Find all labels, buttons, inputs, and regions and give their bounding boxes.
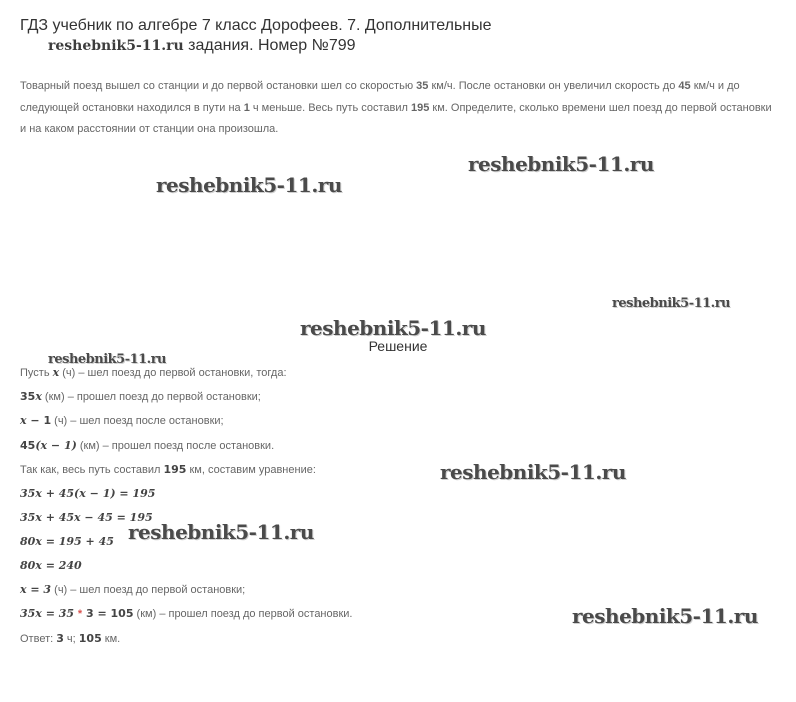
watermark: reshebnik5-11.ru bbox=[156, 173, 342, 197]
math: x bbox=[52, 366, 60, 379]
answer-line bbox=[20, 632, 120, 645]
task-part: ч меньше. Весь путь составил bbox=[249, 101, 411, 114]
solution-line bbox=[20, 607, 352, 620]
math: 1 bbox=[43, 414, 52, 427]
text: (ч) – шел поезд до первой остановки, тогда: bbox=[59, 367, 287, 379]
watermark: reshebnik5-11.ru bbox=[468, 152, 654, 176]
text: км, составим уравнение: bbox=[186, 464, 316, 476]
watermark: reshebnik5-11.ru bbox=[300, 316, 486, 340]
task-text bbox=[20, 76, 780, 141]
task-value: 35 bbox=[416, 80, 429, 92]
math: 195 bbox=[163, 463, 187, 476]
equation-line bbox=[20, 559, 82, 572]
watermark: reshebnik5-11.ru bbox=[48, 352, 167, 367]
task-part: Товарный поезд вышел со станции и до первой остановки шел со скоростью bbox=[20, 80, 417, 92]
text: Пусть bbox=[20, 367, 53, 379]
watermark: reshebnik5-11.ru bbox=[440, 460, 626, 484]
math: 105 bbox=[78, 632, 102, 645]
task-value: 45 bbox=[678, 80, 691, 92]
text: (ч) – шел поезд до первой остановки; bbox=[51, 584, 246, 596]
math: x bbox=[35, 390, 42, 403]
equation-line bbox=[20, 535, 114, 548]
math: 35x + 45(x − 1) = 195 bbox=[20, 487, 156, 500]
text: ч; bbox=[63, 633, 79, 645]
page-title bbox=[20, 16, 580, 56]
text: (ч) – шел поезд после остановки; bbox=[51, 415, 224, 427]
task-part: км/ч и до следующей остановки находился в пути на bbox=[20, 80, 740, 114]
math: (x − 1) bbox=[35, 439, 77, 452]
solution-heading: Решение bbox=[368, 338, 428, 354]
math: 35x + 45x − 45 = 195 bbox=[20, 511, 153, 524]
watermark: reshebnik5-11.ru bbox=[128, 520, 314, 544]
watermark: reshebnik5-11.ru bbox=[612, 296, 731, 311]
math: 3 = 105 bbox=[82, 607, 134, 620]
math: x bbox=[20, 414, 27, 427]
task-part: км/ч. После остановки он увеличил скорость до bbox=[428, 80, 679, 92]
solution-line bbox=[20, 414, 224, 427]
solution-line bbox=[20, 439, 274, 452]
solution-line bbox=[20, 390, 261, 403]
text: (км) – прошел поезд после остановки. bbox=[76, 440, 275, 452]
text: км. bbox=[101, 633, 121, 645]
math: 35 bbox=[20, 390, 36, 403]
math: 80x = 195 + 45 bbox=[20, 535, 114, 548]
math: * bbox=[77, 608, 83, 620]
math: 3 bbox=[56, 632, 64, 645]
math: − bbox=[26, 414, 44, 427]
math: 45 bbox=[20, 439, 36, 452]
math: x = 3 bbox=[20, 583, 52, 596]
text: Так как, весь путь составил bbox=[20, 464, 164, 476]
text: Ответ: bbox=[20, 633, 57, 645]
task-value: 195 bbox=[410, 101, 430, 114]
title-line1: ГДЗ учебник по алгебре 7 класс Дорофеев. 7. Дополнительные bbox=[20, 17, 492, 34]
math: 80x = 240 bbox=[20, 559, 82, 572]
solution-line bbox=[20, 366, 287, 379]
title-watermark: reshebnik5-11.ru bbox=[48, 38, 184, 54]
text: (км) – прошел поезд до первой остановки; bbox=[41, 391, 261, 403]
solution-line bbox=[20, 583, 245, 596]
equation-line bbox=[20, 487, 155, 500]
task-value: 1 bbox=[243, 101, 250, 114]
title-line2: задания. Номер №799 bbox=[188, 37, 356, 54]
text: (км) – прошел поезд до первой остановки. bbox=[133, 608, 353, 620]
solution-line bbox=[20, 463, 316, 476]
watermark: reshebnik5-11.ru bbox=[572, 604, 758, 628]
task-part: км. Определите, сколько времени шел поезд до первой остановки и на каком расстоянии от станции она произошла. bbox=[20, 101, 772, 135]
math: 35x = 35 bbox=[20, 607, 78, 620]
